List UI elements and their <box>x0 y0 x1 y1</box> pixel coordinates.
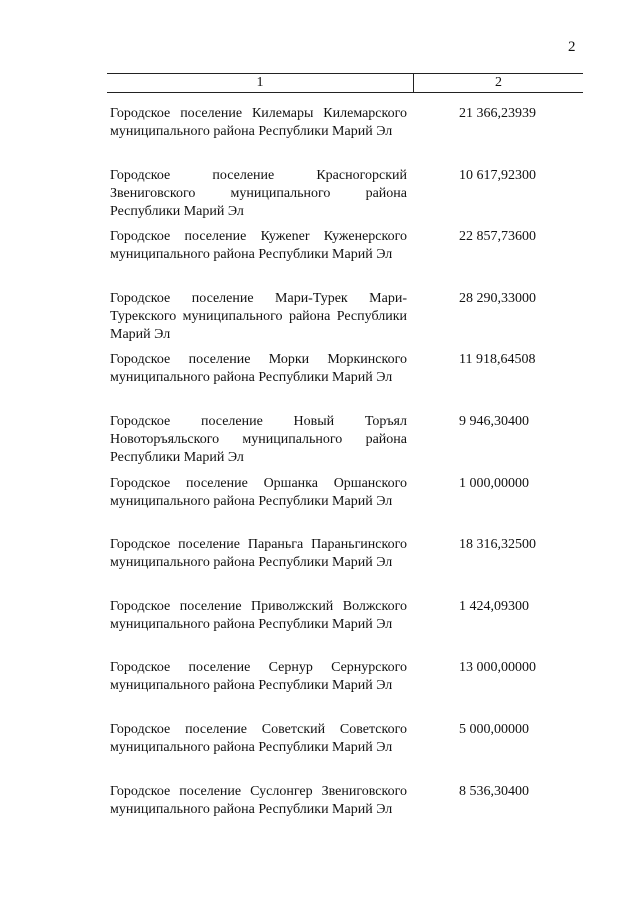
table-row <box>110 290 560 352</box>
table-row <box>110 105 560 167</box>
settlement-amount: 21 366,23939 <box>459 106 536 121</box>
settlement-amount: 8 536,30400 <box>459 783 529 799</box>
settlement-name: Городское поселение Новый Торъял Новоторъяльского муниципального района Республики Марий Эл <box>110 413 407 465</box>
settlement-amount: 22 857,73600 <box>459 229 536 245</box>
settlement-name: Городское поселение Красногорский Звениговского муниципального района Республики Марий Эл <box>110 167 407 219</box>
settlement-name: Городское поселение Параньга Параньгинского муниципального района Республики Марий Эл <box>110 537 407 571</box>
page-number: 2 <box>568 39 576 55</box>
table-row <box>110 659 560 721</box>
settlement-amount: 28 290,33000 <box>459 290 536 306</box>
settlement-amount: 18 316,32500 <box>459 537 536 553</box>
table-body <box>110 105 560 844</box>
table-row <box>110 351 560 413</box>
settlement-amount: 5 000,00000 <box>459 721 529 737</box>
table-row <box>110 536 560 598</box>
table-row <box>110 475 560 537</box>
settlement-name: Городское поселение Сернур Сернурского муниципального района Республики Марий Эл <box>110 660 407 694</box>
settlement-name: Городское поселение Приволжский Волжского муниципального района Республики Марий Эл <box>110 598 407 632</box>
settlement-amount: 11 918,64508 <box>459 352 536 368</box>
table-row <box>110 228 560 290</box>
settlement-name: Городское поселение Мари-Турек Мари-Турекского муниципального района Республики Марий Эл <box>110 290 407 342</box>
column-header-2: 2 <box>495 75 502 90</box>
settlement-amount: 1 000,00000 <box>459 475 529 491</box>
settlement-name: Городское поселение Кужener Куженерского муниципального района Республики Марий Эл <box>110 229 407 263</box>
table-row <box>110 167 560 229</box>
table-row <box>110 413 560 475</box>
column-header-1: 1 <box>256 75 264 90</box>
table-header <box>107 73 583 93</box>
settlement-amount: 1 424,09300 <box>459 598 529 614</box>
settlement-name: Городское поселение Килемары Килемарского муниципального района Республики Марий Эл <box>110 106 407 139</box>
settlement-name: Городское поселение Советский Советского муниципального района Республики Марий Эл <box>110 721 407 755</box>
table-row <box>110 598 560 660</box>
settlement-amount: 9 946,30400 <box>459 413 529 429</box>
settlement-name: Городское поселение Суслонгер Звениговского муниципального района Республики Марий Эл <box>110 783 407 817</box>
table-row <box>110 783 560 845</box>
settlement-amount: 13 000,00000 <box>459 660 536 676</box>
settlement-amount: 10 617,92300 <box>459 167 536 183</box>
settlement-name: Городское поселение Оршанка Оршанского муниципального района Республики Марий Эл <box>110 475 407 509</box>
table-row <box>110 721 560 783</box>
settlement-name: Городское поселение Морки Моркинского муниципального района Республики Марий Эл <box>110 352 407 386</box>
